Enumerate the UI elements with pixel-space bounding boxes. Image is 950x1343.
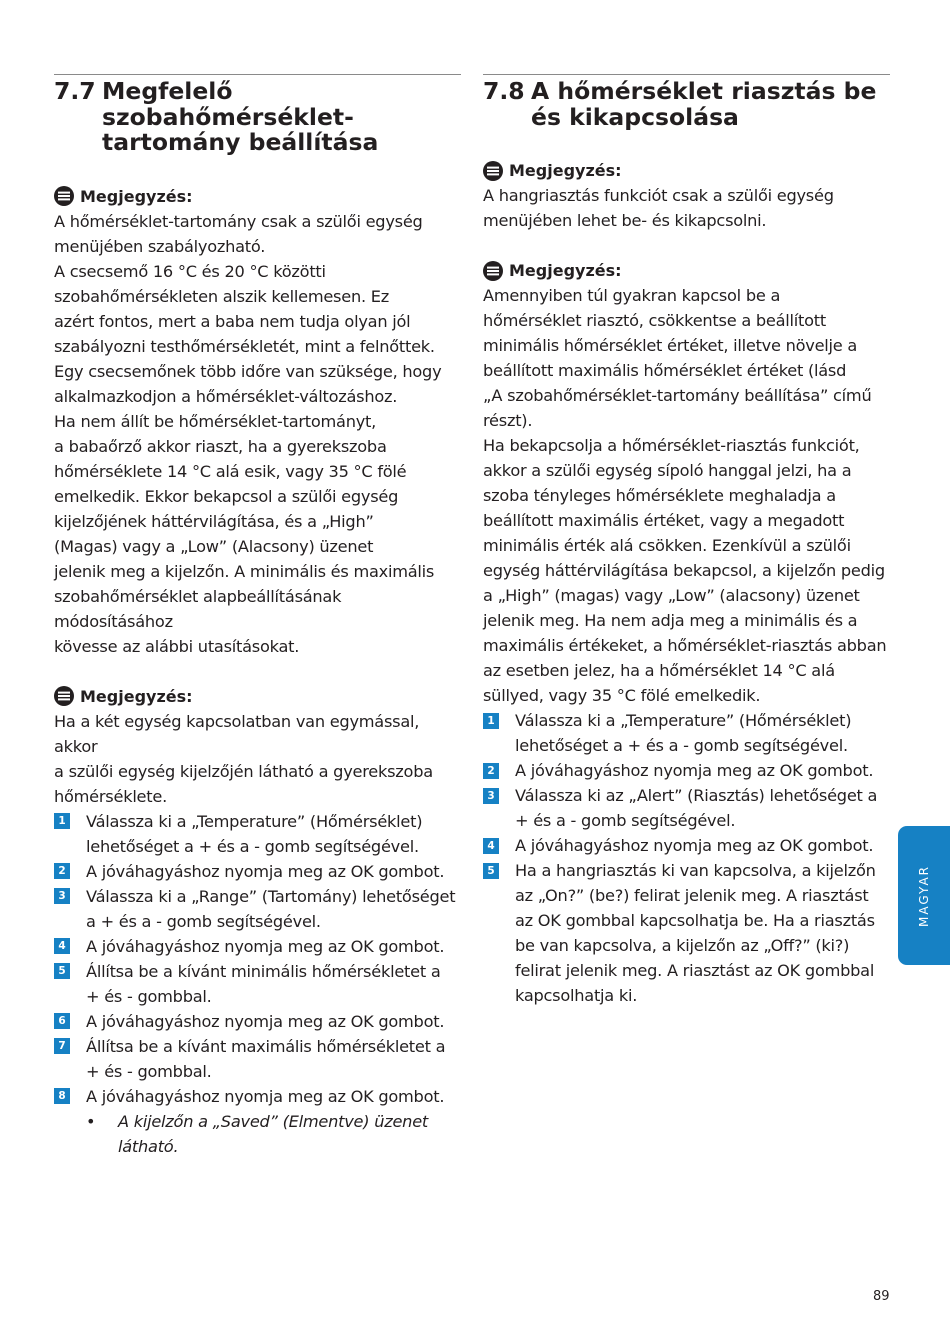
note-heading: [54, 184, 461, 209]
note-text: Amennyiben túl gyakran kapcsol be a hőmérséklet riasztó, csökkentse a beállított minimális hőmérséklet értéket, illetve növelje a beállított maximális hőmérséklet értéket (lásd „A szobahőmérséklet-tartomány beállítása” című részt). Ha bekapcsolja a hőmérséklet-riasztás funkciót, akkor a szülői egység sípoló hanggal jelzi, ha a szoba tényleges hőmérséklete meghaladja a beállított maximális értéket, vagy a megadott minimális érték alá csökken. Ezenkívül a szülői egység háttérvilágítása bekapcsol, a kijelzőn pedig a „High” (magas) vagy „Low” (alacsony) üzenet jelenik meg. Ha nem adja meg a minimális és a maximális értékeket, a hőmérséklet-riasztás abban az esetben jelez, ha a hőmérséklet 14 °C alá süllyed, vagy 35 °C fölé emelkedik.: [483, 286, 887, 705]
note-icon: [54, 686, 74, 706]
language-label: MAGYAR: [917, 864, 931, 927]
section-number: 7.7: [54, 77, 96, 105]
list-item: [483, 708, 890, 758]
step-text: A jóváhagyáshoz nyomja meg az OK gombot.: [515, 761, 874, 780]
step-text: A jóváhagyáshoz nyomja meg az OK gombot.: [515, 836, 874, 855]
note-label: Megjegyzés:: [509, 161, 622, 180]
step-number: 2: [483, 763, 499, 779]
step-text: Válassza ki a „Temperature” (Hőmérséklet) lehetőséget a + és a - gomb segítségével.: [86, 811, 423, 856]
result-bullet: [54, 1109, 461, 1159]
note-heading: [483, 258, 890, 283]
note-label: Megjegyzés:: [509, 261, 622, 280]
list-item: [54, 1034, 461, 1084]
note-text: A hangriasztás funkciót csak a szülői egység menüjében lehet be- és kikapcsolni.: [483, 186, 834, 230]
step-number: 6: [54, 1013, 70, 1029]
section-number: 7.8: [483, 77, 525, 105]
step-number: 7: [54, 1038, 70, 1054]
left-column: [54, 74, 461, 1159]
step-number: 2: [54, 863, 70, 879]
list-item: [54, 809, 461, 859]
step-text: A jóváhagyáshoz nyomja meg az OK gombot.: [86, 1086, 445, 1106]
step-text: Válassza ki az „Alert” (Riasztás) lehetőséget a + és a - gomb segítségével.: [515, 786, 878, 830]
spacer: [54, 659, 461, 684]
list-item: [54, 934, 461, 959]
spacer: [483, 233, 890, 258]
step-number: 8: [54, 1088, 70, 1104]
section-title: A hőmérséklet riasztás be és kikapcsolása: [531, 77, 877, 131]
list-item: [483, 783, 890, 833]
section-rule: [54, 74, 461, 75]
section-title: Megfelelő szobahőmérséklet- tartomány beállítása: [102, 77, 379, 156]
steps-list: [54, 809, 461, 1109]
note-text: A hőmérséklet-tartomány csak a szülői egység menüjében szabályozható. A csecsemő 16 °C és 20 °C közötti szobahőmérsékleten alszik kellemesen. Ez azért fontos, mert a baba nem tudja olyan jól szabályozni testhőmérsékletét, mint a felnőttek. Egy csecsemőnek több időre van szüksége, hogy alkalmazkodjon a hőmérséklet-változáshoz. Ha nem állít be hőmérséklet-tartományt, a babaőrző akkor riaszt, ha a gyerekszoba hőmérséklete 14 °C alá esik, vagy 35 °C fölé emelkedik. Ekkor bekapcsol a szülői egység kijelzőjének háttérvilágítása, és a „High” (Magas) vagy a „Low” (Alacsony) üzenet jelenik meg a kijelzőn. A minimális és maximális szobahőmérséklet alapbeállításának módosításához kövesse az alábbi utasításokat.: [54, 211, 442, 656]
note-block: [483, 158, 890, 233]
list-item: [54, 884, 461, 934]
step-text: A jóváhagyáshoz nyomja meg az OK gombot.: [86, 861, 445, 881]
bullet-text: A kijelzőn a „Saved” (Elmentve) üzenet látható.: [118, 1111, 428, 1156]
step-text: Válassza ki a „Range” (Tartomány) lehetőséget a + és a - gomb segítségével.: [86, 886, 456, 931]
note-icon: [483, 261, 503, 281]
note-text: Ha a két egység kapcsolatban van egymással, akkor a szülői egység kijelzőjén látható a gyerekszoba hőmérséklete.: [54, 711, 433, 806]
list-item: [483, 833, 890, 858]
list-item: [54, 859, 461, 884]
page-number: 89: [873, 1289, 890, 1304]
list-item: [483, 858, 890, 1008]
steps-list: [483, 708, 890, 1008]
list-item: [54, 1009, 461, 1034]
step-text: Válassza ki a „Temperature” (Hőmérséklet) lehetőséget a + és a - gomb segítségével.: [515, 711, 852, 755]
note-label: Megjegyzés:: [80, 186, 193, 206]
step-text: A jóváhagyáshoz nyomja meg az OK gombot.: [86, 936, 445, 956]
step-text: A jóváhagyáshoz nyomja meg az OK gombot.: [86, 1011, 445, 1031]
note-block: [54, 184, 461, 659]
note-heading: [54, 684, 461, 709]
step-number: 3: [483, 788, 499, 804]
step-number: 3: [54, 888, 70, 904]
step-number: 5: [483, 863, 499, 879]
step-number: 4: [54, 938, 70, 954]
note-block: [54, 684, 461, 809]
note-label: Megjegyzés:: [80, 686, 193, 706]
list-item: [54, 1084, 461, 1109]
note-heading: [483, 158, 890, 183]
step-number: 4: [483, 838, 499, 854]
list-item: [483, 758, 890, 783]
bullet-mark: •: [86, 1111, 96, 1131]
list-item: [54, 959, 461, 1009]
section-rule: [483, 74, 890, 75]
step-text: Állítsa be a kívánt maximális hőmérsékletet a + és - gombbal.: [86, 1036, 446, 1081]
language-side-tab: [898, 826, 950, 965]
right-column: [483, 74, 890, 1008]
step-text: Állítsa be a kívánt minimális hőmérsékletet a + és - gombbal.: [86, 961, 441, 1006]
step-number: 1: [483, 713, 499, 729]
section-heading-7-7: [54, 79, 461, 156]
step-text: Ha a hangriasztás ki van kapcsolva, a kijelzőn az „On?” (be?) felirat jelenik meg. A riasztást az OK gombbal kapcsolhatja be. Ha a riasztás be van kapcsolva, a kijelzőn az „Off?” (ki?) felirat jelenik meg. A riasztást az OK gombbal kapcsolhatja ki.: [515, 861, 876, 1005]
note-icon: [483, 161, 503, 181]
note-block: [483, 258, 890, 708]
section-heading-7-8: [483, 79, 890, 130]
step-number: 1: [54, 813, 70, 829]
step-number: 5: [54, 963, 70, 979]
note-icon: [54, 186, 74, 206]
